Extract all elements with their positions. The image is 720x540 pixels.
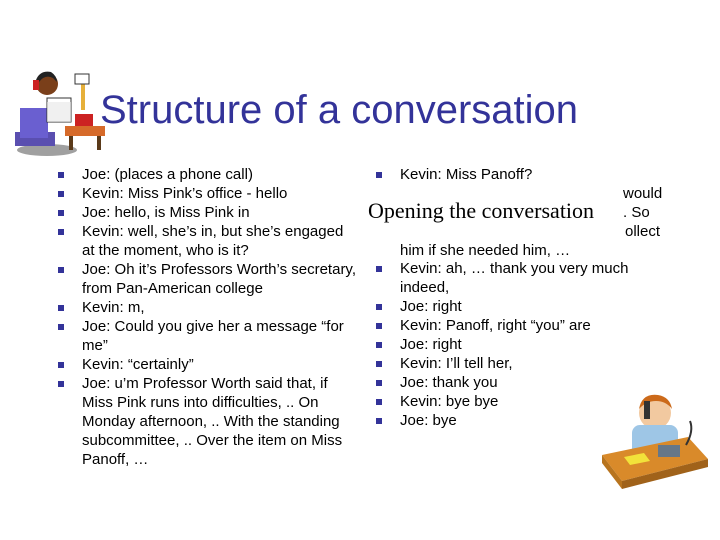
list-item: Kevin: Miss Pink’s office - hello: [58, 184, 358, 203]
man-on-phone-at-desk-clipart: [600, 385, 710, 500]
square-bullet-icon: [58, 267, 64, 273]
partial-fragment: ollect: [625, 223, 661, 240]
list-item: Kevin: Miss Panoff?: [375, 165, 675, 181]
square-bullet-icon: [58, 210, 64, 216]
opening-the-conversation-label: Opening the conversation: [360, 193, 623, 229]
list-item: Joe: hello, is Miss Pink in: [58, 203, 358, 222]
square-bullet-icon: [376, 399, 382, 405]
square-bullet-icon: [58, 381, 64, 387]
slide-title: Structure of a conversation: [100, 88, 579, 132]
list-item: Kevin: I’ll tell her,: [375, 354, 675, 373]
square-bullet-icon: [376, 380, 382, 386]
list-item: Kevin: well, she’s in, but she’s engaged at the moment, who is it?: [58, 222, 358, 260]
list-item: Joe: Oh it’s Professors Worth’s secretary, from Pan-American college: [58, 260, 358, 298]
square-bullet-icon: [58, 229, 64, 235]
list-item: Kevin: m,: [58, 298, 358, 317]
list-item: Kevin: bye bye: [375, 392, 675, 411]
partial-line: . So: [623, 204, 650, 221]
square-bullet-icon: [376, 418, 382, 424]
square-bullet-icon: [376, 323, 382, 329]
square-bullet-icon: [376, 172, 382, 178]
list-item: Joe: thank you: [375, 373, 675, 392]
list-item: Kevin: “certainly”: [58, 355, 358, 374]
list-item: Joe: bye: [375, 411, 675, 430]
list-item: Joe: Could you give her a message “for me”: [58, 317, 358, 355]
square-bullet-icon: [58, 324, 64, 330]
list-item: Kevin: Panoff, right “you” are: [375, 316, 675, 335]
square-bullet-icon: [58, 362, 64, 368]
partial-line: would: [623, 185, 663, 202]
square-bullet-icon: [58, 191, 64, 197]
list-item: Joe: right: [375, 335, 675, 354]
square-bullet-icon: [58, 305, 64, 311]
square-bullet-icon: [376, 361, 382, 367]
square-bullet-icon: [376, 304, 382, 310]
list-item: Joe: (places a phone call): [58, 165, 358, 184]
list-item: Kevin: ah, … thank you very much indeed,: [375, 259, 675, 297]
busy-office-worker-on-phone-clipart: [5, 62, 115, 162]
square-bullet-icon: [376, 266, 382, 272]
list-item: Joe: right: [375, 297, 675, 316]
square-bullet-icon: [376, 342, 382, 348]
list-item: Joe: u’m Professor Worth said that, if Miss Pink runs into difficulties, .. On Monday afternoon, .. With the standing subcommittee, .. Over the item on Miss Panoff, …: [58, 374, 358, 469]
partial-line: him if she needed him, …: [400, 242, 571, 259]
left-dialogue-column: [58, 165, 358, 469]
square-bullet-icon: [58, 172, 64, 178]
